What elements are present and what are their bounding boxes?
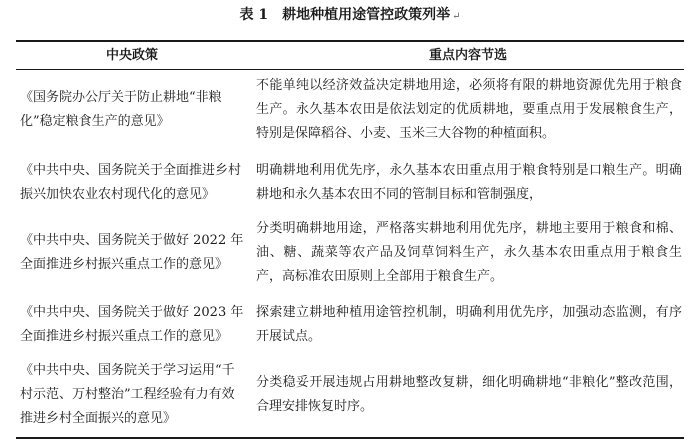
table-row-4-excerpt: 探索建立耕地种植用途管控机制，明确利用优先序，加强动态监测，有序开展试点。: [256, 305, 682, 344]
table-bottom-rule: [16, 437, 684, 439]
table-row-4-policy: 《中共中央、国务院关于做好 2023 年全面推进乡村振兴重点工作的意见》: [20, 305, 244, 344]
column-header-excerpt: 重点内容节选: [428, 48, 507, 63]
table-header-rule: [16, 69, 684, 70]
table-row-1-excerpt: 不能单纯以经济效益决定耕地用途，必须将有限的耕地资源优先用于粮食生产。永久基本农田是依法划定的优质耕地，要重点用于发展粮食生产，特别是保障稻谷、小麦、玉米三大谷物的种植面积。: [256, 78, 682, 141]
table-top-rule: [16, 40, 684, 42]
paragraph-mark-icon: ↵: [452, 11, 461, 22]
table-caption: [0, 6, 700, 26]
table-row-1-policy: 《国务院办公厅关于防止耕地“非粮化”稳定粮食生产的意见》: [20, 90, 222, 129]
table-row-2-excerpt: 明确耕地利用优先序，永久基本农田重点用于粮食特别是口粮生产。明确耕地和永久基本农田不同的管制目标和管制强度，: [256, 163, 682, 202]
table-row-5-policy: 《中共中央、国务院关于学习运用“千村示范、万村整治”工程经验有力有效推进乡村全面振兴的意见》: [20, 363, 235, 426]
table-row-5-excerpt: 分类稳妥开展违规占用耕地整改复耕，细化明确耕地“非粮化”整改范围，合理安排恢复时序。: [256, 375, 682, 414]
table-row-3-excerpt: 分类明确耕地用途，严格落实耕地利用优先序，耕地主要用于粮食和棉、油、糖、蔬菜等农产品及饲草饲料生产，永久基本农田重点用于粮食生产，高标准农田原则上全部用于粮食生产。: [256, 221, 682, 284]
table-number: 表 1: [239, 7, 269, 23]
table-row-3-policy: 《中共中央、国务院关于做好 2022 年全面推进乡村振兴重点工作的意见》: [20, 233, 244, 272]
table-row-2-policy: 《中共中央、国务院关于全面推进乡村振兴加快农业农村现代化的意见》: [20, 163, 242, 202]
column-header-policy: 中央政策: [105, 48, 158, 63]
table-title: 耕地种植用途管控政策列举: [282, 7, 451, 23]
